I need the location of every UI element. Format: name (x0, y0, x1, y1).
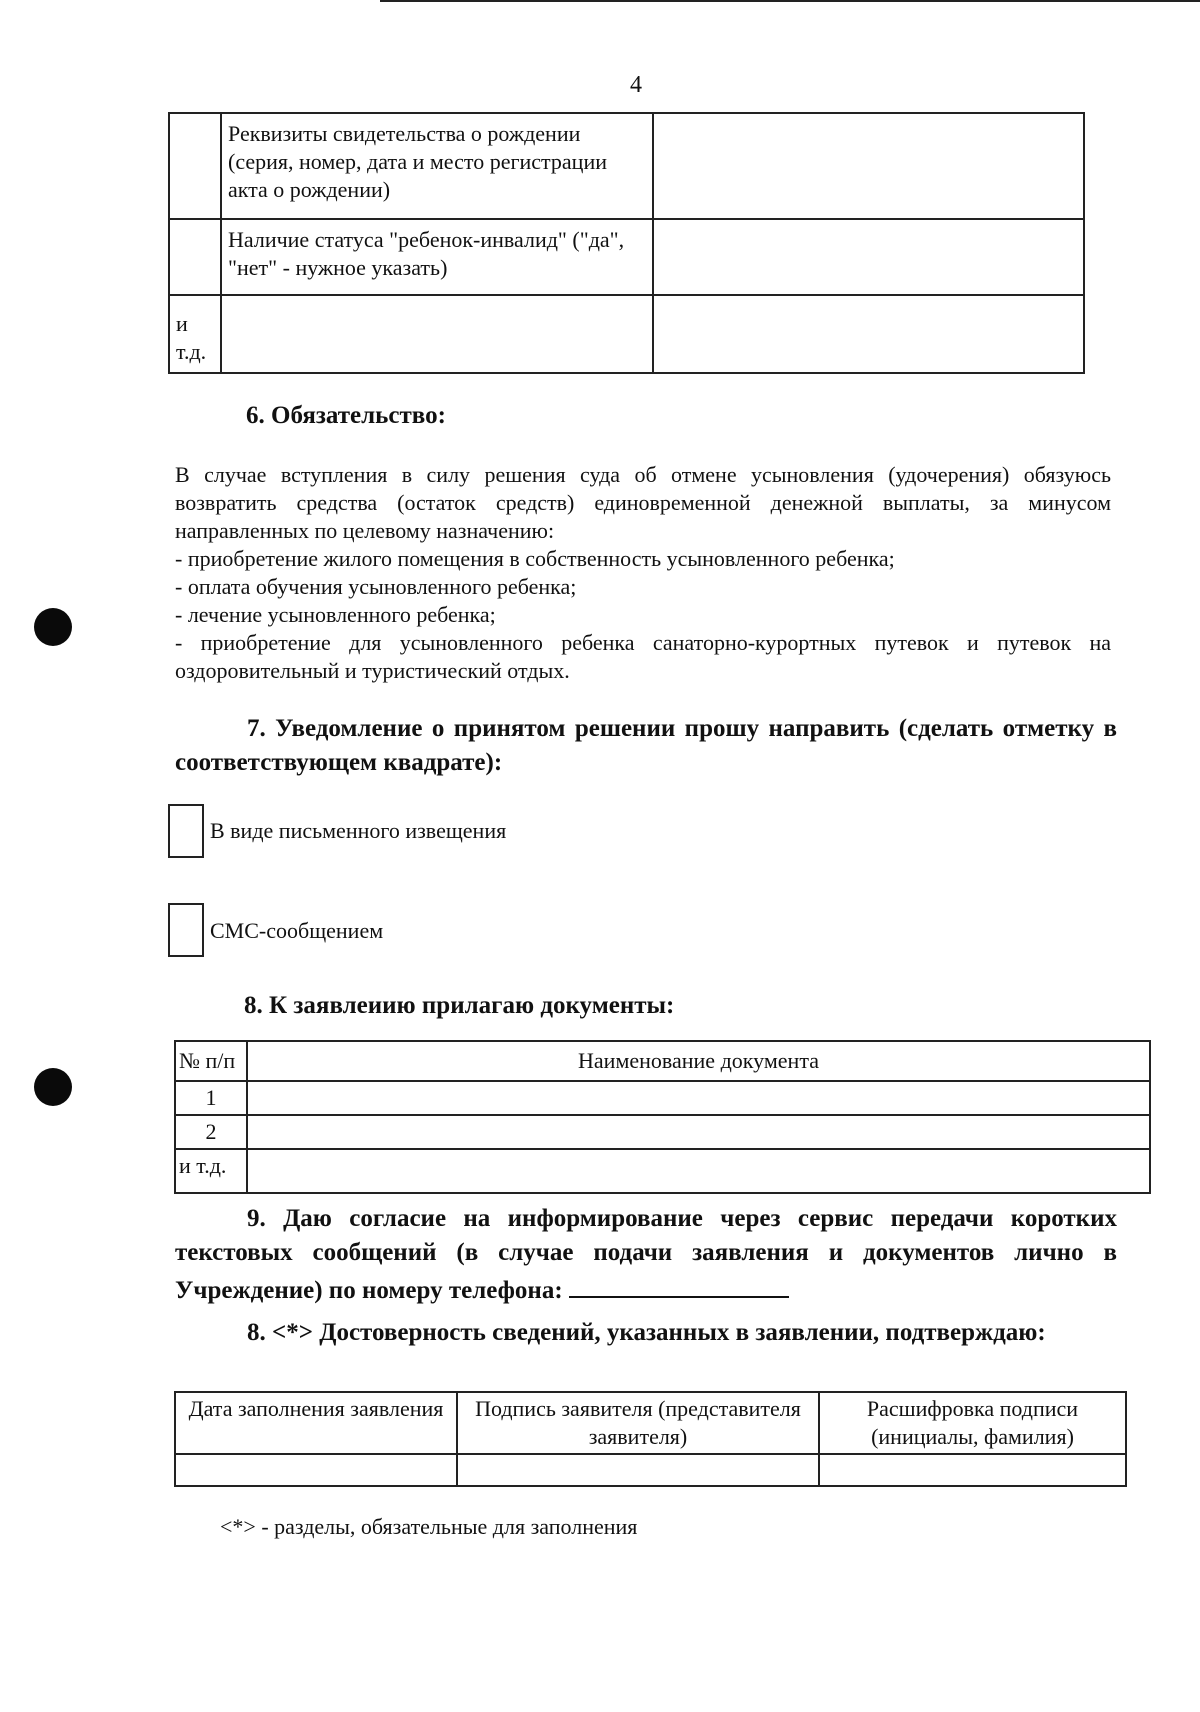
section9-consent (175, 1202, 1117, 1308)
decryption-cell[interactable] (819, 1454, 1126, 1486)
table-row (169, 295, 1084, 373)
column-header-number: № п/п (175, 1041, 247, 1081)
row-label-cell (221, 295, 653, 373)
table-row (175, 1454, 1126, 1486)
section6-paragraph: В случае вступления в силу решения суда об отмене усыновления (удочерения) обязуюсь возвратить средства (остаток средств) единовременной денежной выплаты, за минусом направленных по целевому назначению: (175, 462, 1111, 543)
row-number: 2 (175, 1115, 247, 1149)
section6-heading: 6. Обязательство: (246, 402, 446, 429)
written-notice-checkbox[interactable] (168, 804, 204, 858)
section7-heading: 7. Уведомление о принятом решении прошу направить (сделать отметку в соответствующем квадрате): (175, 715, 1117, 776)
table-header-row (175, 1041, 1150, 1081)
row-number: и т.д. (175, 1149, 247, 1193)
table-row (175, 1115, 1150, 1149)
section6-item: - приобретение жилого помещения в собственность усыновленного ребенка; (175, 546, 895, 571)
table-row (175, 1149, 1150, 1193)
section8-heading: 8. К заявлеиию прилагаю документы: (244, 992, 675, 1019)
section9-text: 9. Даю согласие на информирование через сервис передачи коротких текстовых сообщений (в случае подачи заявления и документов лично в Учреждение) по номеру телефона: (175, 1205, 1117, 1304)
scan-edge-line (380, 0, 1200, 2)
punch-hole-bottom (34, 1068, 72, 1106)
column-header-name: Наименование документа (247, 1041, 1150, 1081)
row-value-cell[interactable] (653, 113, 1084, 219)
table-row (175, 1081, 1150, 1115)
phone-number-field[interactable] (569, 1270, 789, 1298)
section6-item: - приобретение для усыновленного ребенка санаторно-курортных путевок и путевок на оздоровительный и туристический отдых. (175, 630, 1111, 683)
documents-table (174, 1040, 1151, 1194)
punch-hole-top (34, 608, 72, 646)
document-name-cell[interactable] (247, 1115, 1150, 1149)
table-row (169, 219, 1084, 295)
written-notice-label: В виде письменного извещения (210, 818, 507, 843)
date-cell[interactable] (175, 1454, 457, 1486)
column-header-date: Дата заполнения заявления (175, 1392, 457, 1454)
section6-item: - лечение усыновленного ребенка; (175, 602, 496, 627)
sms-label: СМС-сообщением (210, 918, 384, 943)
column-header-signature: Подпись заявителя (представителя заявителя) (457, 1392, 819, 1454)
signature-cell[interactable] (457, 1454, 819, 1486)
document-name-cell[interactable] (247, 1081, 1150, 1115)
footnote: <*> - разделы, обязательные для заполнения (220, 1514, 638, 1539)
row-label-cell: Реквизиты свидетельства о рождении (серия, номер, дата и место регистрации акта о рождении) (221, 113, 653, 219)
section6-item: - оплата обучения усыновленного ребенка; (175, 574, 577, 599)
sms-checkbox[interactable] (168, 903, 204, 957)
row-value-cell[interactable] (653, 295, 1084, 373)
row-number: 1 (175, 1081, 247, 1115)
row-label-cell: Наличие статуса "ребенок-инвалид" ("да", "нет" - нужное указать) (221, 219, 653, 295)
section8b-heading: 8. <*> Достоверность сведений, указанных в заявлении, подтверждаю: (247, 1319, 1046, 1346)
column-header-decryption: Расшифровка подписи (инициалы, фамилия) (819, 1392, 1126, 1454)
document-name-cell[interactable] (247, 1149, 1150, 1193)
child-details-table (168, 112, 1085, 374)
row-value-cell[interactable] (653, 219, 1084, 295)
table-header-row (175, 1392, 1126, 1454)
row-number-cell (169, 219, 221, 295)
page-number: 4 (630, 72, 642, 98)
table-row (169, 113, 1084, 219)
row-number-cell (169, 113, 221, 219)
signature-table (174, 1391, 1127, 1487)
row-number-cell: и т.д. (169, 295, 221, 373)
